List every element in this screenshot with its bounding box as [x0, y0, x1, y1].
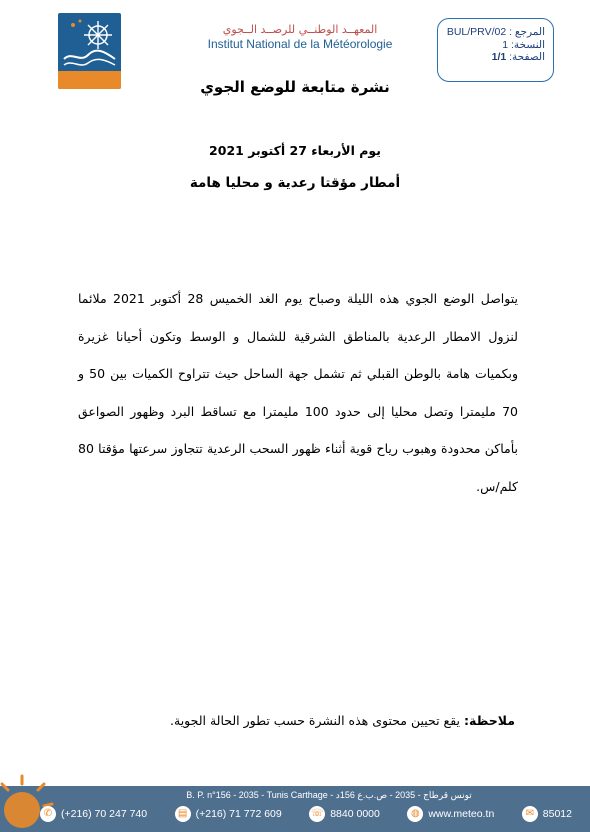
reference-row — [438, 26, 545, 39]
organization-name-arabic: المعهــد الوطنــي للرصــد الــجوي — [222, 23, 378, 36]
call-icon: ☏ — [309, 806, 325, 822]
fax-icon: ▤ — [175, 806, 191, 822]
page-value: 1/1 — [491, 51, 507, 63]
organization-name — [175, 23, 425, 51]
contact-call-center[interactable] — [309, 806, 380, 822]
sms-icon: ✉ — [522, 806, 538, 822]
copy-row — [438, 39, 545, 52]
globe-icon: ◍ — [407, 806, 423, 822]
contact-phone[interactable] — [40, 806, 147, 822]
contact-fax-text: (+216) 71 772 609 — [195, 808, 282, 820]
page-label: الصفحة: — [509, 51, 545, 63]
copy-label: النسخة: — [511, 38, 545, 51]
reference-value: BUL/PRV/02 — [446, 26, 507, 38]
footer-sun-decoration-icon — [0, 770, 100, 832]
organization-name-french: Institut National de la Météorologie — [207, 37, 393, 51]
page-row — [438, 51, 545, 64]
bulletin-body: يتواصل الوضع الجوي هذه الليلة وصباح يوم الغد الخميس 28 أكتوبر 2021 ملائما لنزول الامطار الرعدية بالمناطق الشرقية للشمال و الوسط وتكون أحيانا غزيرة وبكميات هامة بالوطن القبلي ثم تشمل جهة الساحل حيث تتراوح الكميات بين 50 و 70 مليمترا وتصل محليا إلى حدود 100 مليمترا مع تساقط البرد وظهور الصواعق بأماكن محدودة وهبوب رياح قوية أثناء ظهور السحب الرعدية تتجاوز سرعتها مؤقتا 80 كلم/س. — [78, 291, 518, 494]
reference-label: المرجع : — [509, 26, 545, 38]
bulletin-note — [100, 713, 515, 728]
contact-sms-text: 85012 — [542, 808, 572, 820]
contact-website[interactable] — [407, 806, 494, 822]
note-label: ملاحظة: — [464, 713, 515, 728]
reference-box — [437, 18, 554, 82]
contact-call-center-text: 8840 0000 — [330, 808, 380, 820]
copy-value: 1 — [502, 38, 509, 51]
phone-icon: ✆ — [40, 806, 56, 822]
note-text: يقع تحيين محتوى هذه النشرة حسب تطور الحالة الجوية. — [170, 713, 461, 728]
bulletin-title: نشرة متابعة للوضع الجوي — [200, 78, 390, 96]
footer-contacts — [40, 806, 572, 822]
bulletin-date: يوم الأربعاء 27 أكتوبر 2021 — [209, 143, 381, 158]
contact-website-text: www.meteo.tn — [428, 808, 495, 820]
contact-fax[interactable] — [175, 806, 282, 822]
contact-sms[interactable] — [522, 806, 572, 822]
footer-address: B. P. n°156 - 2035 - Tunis Carthage - تونس قرطاج - 2035 - ص.ب.ع 156د — [186, 790, 472, 800]
contact-phone-text: (+216) 70 247 740 — [61, 808, 148, 820]
bulletin-subtitle: أمطار مؤقتا رعدية و محليا هامة — [189, 175, 401, 191]
